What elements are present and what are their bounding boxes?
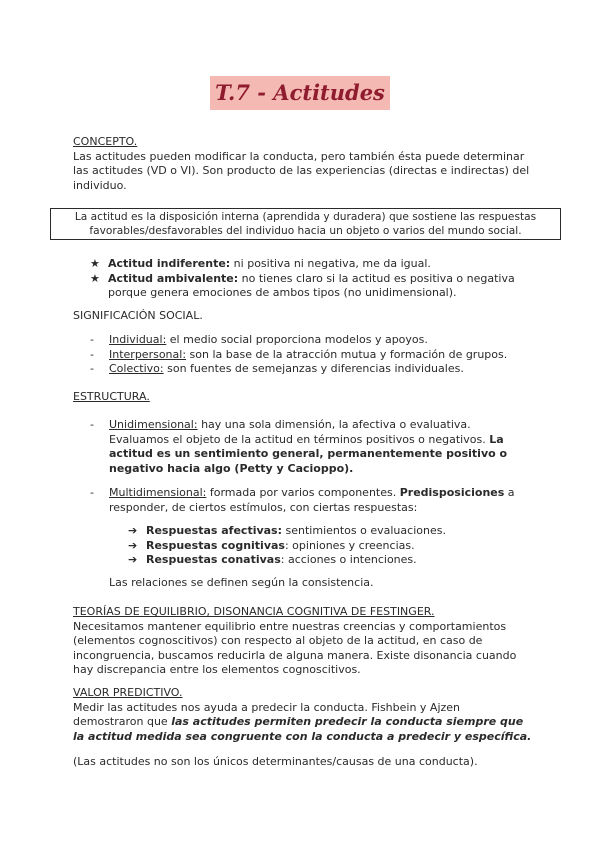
- teorias-text: Necesitamos mantener equilibrio entre nuestras creencias y comportamientos (elementos cognoscitivos) con respecto al objeto de la actitud, en caso de incongruencia, buscamos reducirla de alguna manera. Existe disonancia cuando hay discrepancia entre los elementos cognoscitivos.: [73, 619, 517, 676]
- respuestas-list: [128, 524, 528, 568]
- multi-list: [90, 486, 530, 515]
- teorias-section: [73, 605, 538, 678]
- star-icon: ★: [90, 271, 100, 285]
- title-area: [0, 76, 600, 110]
- list-item: [90, 362, 550, 377]
- valor-paragraph: [73, 701, 533, 745]
- concepto-heading: CONCEPTO.: [73, 135, 138, 148]
- significacion-heading: SIGNIFICACIÓN SOCIAL.: [73, 309, 203, 322]
- item-label: Colectivo:: [109, 362, 164, 375]
- arrow-icon: ➔: [128, 524, 138, 537]
- multi-bold: Predisposiciones: [399, 486, 505, 499]
- type-label: Actitud indiferente:: [108, 257, 231, 270]
- list-item: [90, 333, 550, 348]
- uni-text: hay una sola dimensión, la afectiva o evaluativa. Evaluamos el objeto de la actitud en términos positivos o negativos.: [109, 418, 490, 446]
- list-item: [90, 272, 550, 301]
- significacion-section: [90, 333, 550, 377]
- item-text: son la base de la atracción mutua y formación de grupos.: [186, 347, 508, 361]
- concepto-text: Las actitudes pueden modificar la conducta, pero también ésta puede determinar las actitudes (VD o VI). Son producto de las experiencias (directas e indirectas) del individuo.: [73, 149, 530, 192]
- uni-bold: La actitud es un sentimiento general, permanentemente positivo o negativo hacia algo (Petty y Cacioppo).: [109, 432, 508, 475]
- dash-icon: -: [90, 486, 94, 499]
- type-text: ni positiva ni negativa, me da igual.: [230, 257, 431, 270]
- valor-emph: las actitudes permiten predecir la conducta siempre que la actitud medida sea congruente con la conducta a predecir y específica.: [73, 715, 532, 743]
- item-text: son fuentes de semejanzas y diferencias individuales.: [163, 362, 464, 375]
- type-text: no tienes claro si la actitud es positiva o negativa porque genera emociones de ambos tipos (no unidimensional).: [108, 271, 515, 299]
- respuesta-label: Respuestas cognitivas: [146, 538, 285, 552]
- concepto-section: [73, 135, 533, 193]
- multi-label: Multidimensional:: [109, 486, 207, 499]
- list-item: [128, 524, 528, 539]
- item-label: Interpersonal:: [109, 347, 187, 361]
- type-label: Actitud ambivalente:: [108, 271, 239, 285]
- multi-text2: a responder, de ciertos estímulos, con ciertas respuestas:: [109, 486, 515, 514]
- uni-label: Unidimensional:: [109, 418, 198, 431]
- star-icon: ★: [90, 257, 100, 270]
- estructura-note: Las relaciones se definen según la consistencia.: [109, 576, 374, 589]
- estructura-heading: ESTRUCTURA.: [73, 390, 150, 403]
- estructura-multi: [90, 486, 530, 515]
- estructura-uni: [90, 418, 530, 476]
- dash-icon: -: [90, 418, 94, 431]
- list-item: [128, 539, 528, 554]
- respuesta-text: sentimientos o evaluaciones.: [282, 524, 446, 537]
- dash-icon: -: [90, 362, 94, 375]
- respuestas-section: [128, 524, 528, 568]
- list-item: [90, 486, 530, 515]
- respuesta-text: : acciones o intenciones.: [280, 553, 417, 566]
- respuesta-label: Respuestas conativas: [146, 553, 281, 566]
- uni-list: [90, 418, 530, 476]
- arrow-icon: ➔: [128, 553, 138, 566]
- valor-note: (Las actitudes no son los únicos determinantes/causas de una conducta).: [73, 755, 478, 768]
- teorias-heading: TEORÍAS DE EQUILIBRIO, DISONANCIA COGNITIVA DE FESTINGER.: [73, 605, 435, 618]
- list-item: [90, 257, 550, 272]
- attitude-types-list: [90, 257, 550, 301]
- list-item: [128, 553, 528, 568]
- list-item: [90, 348, 550, 363]
- definition-text: La actitud es la disposición interna (aprendida y duradera) que sostiene las respuestas favorables/desfavorables del individuo hacia un objeto o varios del mundo social.: [74, 211, 537, 237]
- item-label: Individual:: [109, 333, 167, 346]
- multi-text: formada por varios componentes.: [206, 486, 400, 499]
- significacion-list: [90, 333, 550, 377]
- list-item: [90, 418, 530, 476]
- dash-icon: -: [90, 333, 94, 346]
- dash-icon: -: [90, 347, 94, 361]
- respuesta-text: : opiniones y creencias.: [284, 538, 415, 552]
- valor-section: [73, 686, 533, 744]
- valor-text: Medir las actitudes nos ayuda a predecir la conducta. Fishbein y Ajzen demostraron que: [73, 700, 461, 728]
- item-text: el medio social proporciona modelos y apoyos.: [166, 333, 428, 346]
- page-title: T.7 - Actitudes: [210, 76, 390, 110]
- respuesta-label: Respuestas afectivas:: [146, 524, 283, 537]
- arrow-icon: ➔: [128, 538, 138, 552]
- valor-heading: VALOR PREDICTIVO.: [73, 686, 183, 699]
- definition-box: [50, 208, 561, 240]
